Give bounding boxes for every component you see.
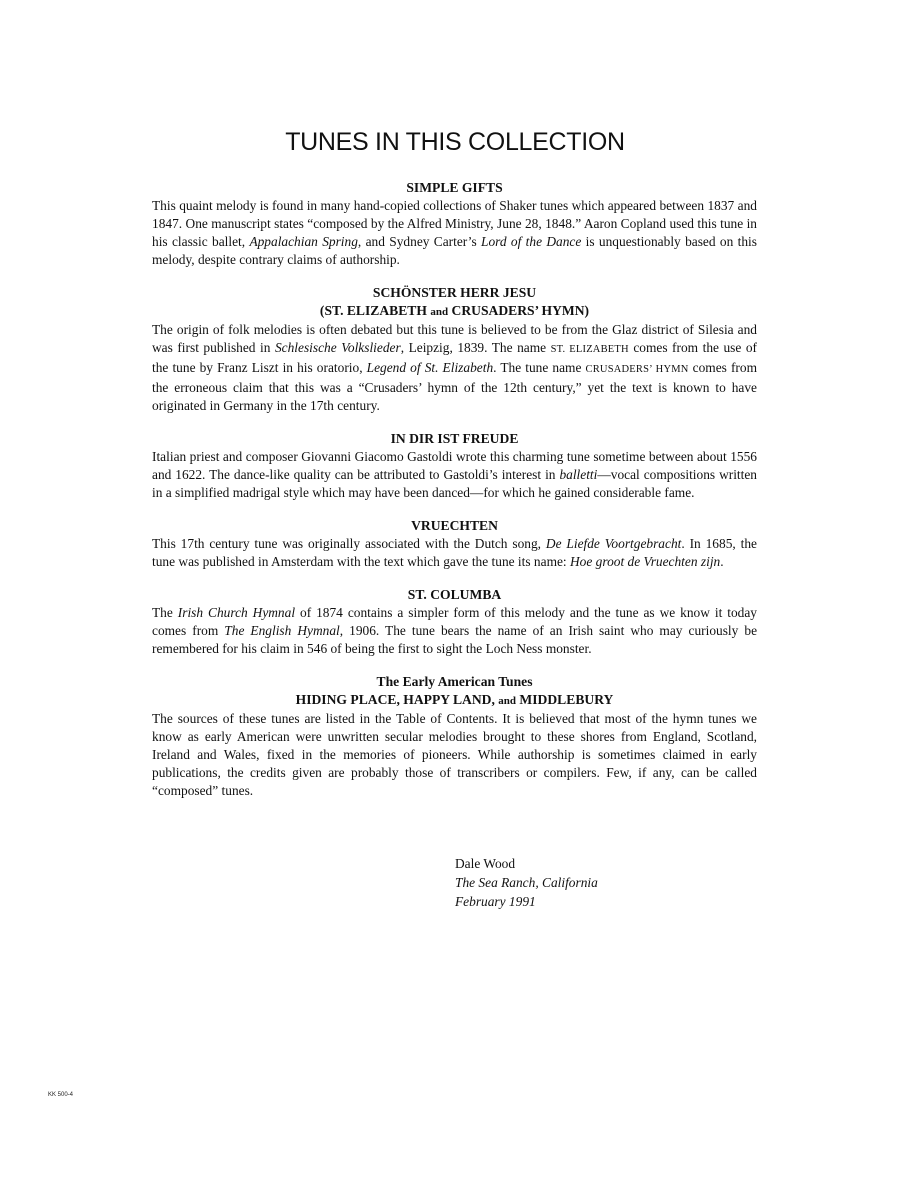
section-early-american-tunes	[152, 673, 757, 800]
work-title: balletti	[559, 467, 598, 482]
work-title: Hoe groot de Vruechten zijn	[570, 554, 721, 569]
section-subheading: HIDING PLACE, HAPPY LAND, and MIDDLEBURY	[295, 692, 614, 707]
section-subheading: (ST. ELIZABETH and CRUSADERS’ HYMN)	[319, 303, 590, 318]
work-title: De Liefde Voortgebracht	[545, 536, 682, 551]
catalog-code: KK 500-4	[48, 1092, 74, 1098]
work-title: The English Hymnal	[224, 623, 340, 638]
tune-name: ST. ELIZABETH	[550, 344, 629, 355]
work-title: Lord of the Dance	[481, 234, 582, 249]
section-vruechten	[152, 517, 757, 571]
section-text: The origin of folk melodies is often debated but this tune is believed to be from the Glaz district of Silesia and was first published in Schlesische Volkslieder, Leipzig, 1839. The name ST. ELIZABETH comes from the use of the tune by Franz Liszt in his oratorio, Legend of St. Elizabeth. The tune name CRUSADERS’ HYMN comes from the erroneous claim that this was a “Crusaders’ hymn of the 12th century,” yet the text is known to have originated in Germany in the 17th century.	[152, 322, 757, 413]
section-text: The Irish Church Hymnal of 1874 contains a simpler form of this melody and the tune as we know it today comes from The English Hymnal, 1906. The tune bears the name of an Irish saint who may curiously be remembered for his claim in 546 of being the first to sight the Loch Ness monster.	[152, 605, 758, 656]
section-text: The sources of these tunes are listed in the Table of Contents. It is believed that most of the hymn tunes we know as early American were unwritten secular melodies brought to these shores from England, Scotland, Ireland and Wales, fixed in the memories of pioneers. While authorship is sometimes claimed in early publications, the credits given are probably those of transcribers or compilers. Few, if any, can be called “composed” tunes.	[152, 711, 757, 798]
section-heading: IN DIR IST FREUDE	[390, 431, 519, 446]
signature-block	[455, 854, 598, 911]
page-title: TUNES IN THIS COLLECTION	[285, 128, 625, 156]
work-title: Schlesische Volkslieder	[274, 340, 401, 355]
section-heading: VRUECHTEN	[411, 518, 498, 533]
work-title: Appalachian Spring	[249, 234, 358, 249]
author-name: Dale Wood	[455, 856, 516, 871]
author-place: The Sea Ranch, California	[455, 875, 598, 890]
work-title: Irish Church Hymnal	[177, 605, 296, 620]
section-st-columba	[152, 586, 757, 658]
section-text: This 17th century tune was originally associated with the Dutch song, De Liefde Voortgebracht. In 1685, the tune was published in Amsterdam with the text which gave the tune its name: Hoe groot de Vruechten zijn.	[152, 536, 757, 569]
tune-name: CRUSADERS’ HYMN	[585, 364, 689, 375]
tune-notes	[152, 179, 757, 815]
section-schonster-herr-jesu	[152, 284, 757, 415]
work-title: Legend of St. Elizabeth	[366, 360, 494, 375]
section-in-dir-ist-freude	[152, 430, 757, 502]
section-heading: SCHÖNSTER HERR JESU	[372, 285, 537, 300]
section-simple-gifts	[152, 179, 757, 269]
section-heading: SIMPLE GIFTS	[406, 180, 503, 195]
section-text: Italian priest and composer Giovanni Giacomo Gastoldi wrote this charming tune sometime between about 1556 and 1622. The dance-like quality can be attributed to Gastoldi’s interest in balletti—vocal compositions written in a simplified madrigal style which may have been danced—for which he gained considerable fame.	[152, 449, 758, 500]
section-heading: The Early American Tunes	[376, 674, 533, 689]
section-text: This quaint melody is found in many hand-copied collections of Shaker tunes which appeared between 1837 and 1847. One manuscript states “composed by the Alfred Ministry, June 28, 1848.” Aaron Copland used this tune in his classic ballet, Appalachian Spring, and Sydney Carter’s Lord of the Dance is unquestionably based on this melody, despite contrary claims of authorship.	[152, 198, 757, 267]
section-heading: ST. COLUMBA	[407, 587, 502, 602]
author-date: February 1991	[455, 894, 536, 909]
